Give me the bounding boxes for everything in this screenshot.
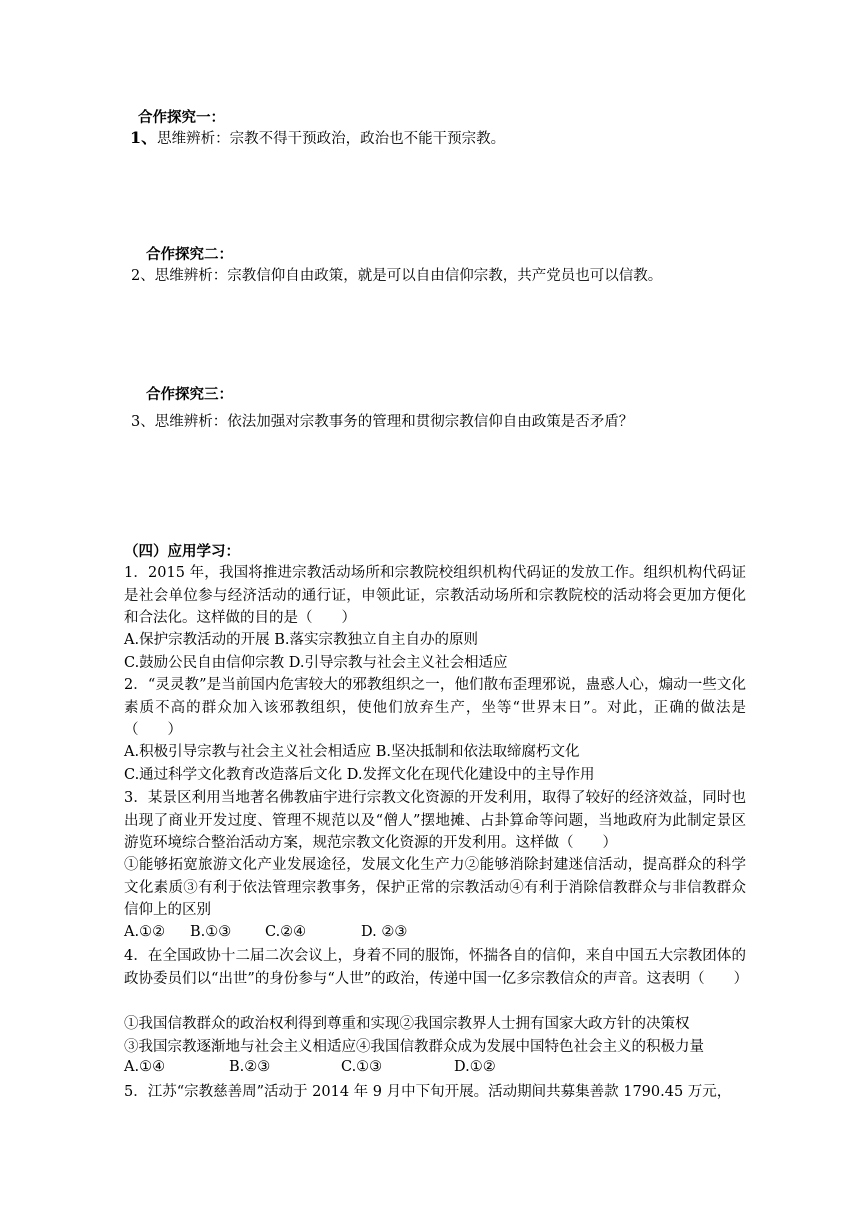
question-4-items-line2: ③我国宗教逐渐地与社会主义相适应④我国信教群众成为发展中国特色社会主义的积极力量 [124,1039,704,1055]
question-2-options-cd: C.通过科学文化教育改造落后文化 D.发挥文化在现代化建设中的主导作用 [124,767,595,783]
question-1-options-ab: A.保护宗教活动的开展 B.落实宗教独立自主自办的原则 [124,632,478,648]
question-3-stem: 3．某景区利用当地著名佛教庙宇进行宗教文化资源的开发利用，取得了较好的经济效益，同时也出现了商业开发过度、管理不规范以及“僧人”摆地摊、占卦算命等问题，当地政府为此制定景区游览环境综合整治活动方案，规范宗教文化资源的开发利用。这样做（ ） [124,790,746,851]
question-1-stem: 1．2015 年，我国将推进宗教活动场所和宗教院校组织机构代码证的发放工作。组织机构代码证是社会单位参与经济活动的通行证，申领此证，宗教活动场所和宗教院校的活动将会更加方便化和合法化。这样做的目的是（ ） [124,565,746,626]
question-4-option-b: B.②③ [229,1059,271,1075]
question-5-stem: 5．江苏“宗教慈善周”活动于 2014 年 9 月中下旬开展。活动期间共募集善款 1790.45 万元， [124,1084,732,1100]
question-3-option-a: A.①② [124,924,166,940]
question-4-option-d: D.①② [454,1059,496,1075]
inquiry-1-number: 1、 [130,128,158,147]
inquiry-2-title: 合作探究二： [146,246,233,263]
inquiry-3-title: 合作探究三： [146,386,233,403]
inquiry-3-item: 3、思维辨析：依法加强对宗教事务的管理和贯彻宗教信仰自由政策是否矛盾？ [131,414,634,430]
question-3-items: ①能够拓宽旅游文化产业发展途径，发展文化生产力②能够消除封建迷信活动，提高群众的科学文化素质③有利于依法管理宗教事务，保护正常的宗教活动④有利于消除信教群众与非信教群众信仰上的区别 [124,857,746,918]
section-title: （四）应用学习： [124,543,240,560]
inquiry-1-text: 思维辨析：宗教不得干预政治，政治也不能干预宗教。 [157,131,506,147]
question-2-stem: 2．“灵灵教”是当前国内危害较大的邪教组织之一，他们散布歪理邪说，蛊惑人心，煽动一些文化素质不高的群众加入该邪教组织，使他们放弃生产，坐等“世界末日”。对此，正确的做法是（ ） [124,677,746,738]
question-3-option-c: C.②④ [265,924,307,940]
inquiry-1-item [130,127,505,150]
question-1-options-cd: C.鼓励公民自由信仰宗教 D.引导宗教与社会主义社会相适应 [124,655,508,671]
question-4-items-line1: ①我国信教群众的政治权利得到尊重和实现②我国宗教界人士拥有国家大政方针的决策权 [124,1016,690,1032]
question-3-option-d: D. ②③ [361,924,408,940]
question-4-stem: 4．在全国政协十二届二次会议上，身着不同的服饰，怀揣各自的信仰，来自中国五大宗教团体的政协委员们以“出世”的身份参与“人世”的政治，传递中国一亿多宗教信众的声音。这表明（ ） [124,948,749,987]
question-3-option-b: B.①③ [190,924,232,940]
inquiry-1-title: 合作探究一： [138,109,225,126]
question-4-option-c: C.①③ [341,1059,383,1075]
inquiry-2-item: 2、思维辨析：宗教信仰自由政策，就是可以自由信仰宗教，共产党员也可以信教。 [131,268,663,284]
question-2-options-ab: A.积极引导宗教与社会主义社会相适应 B.坚决抵制和依法取缔腐朽文化 [124,744,580,760]
question-4-option-a: A.①④ [124,1059,166,1075]
